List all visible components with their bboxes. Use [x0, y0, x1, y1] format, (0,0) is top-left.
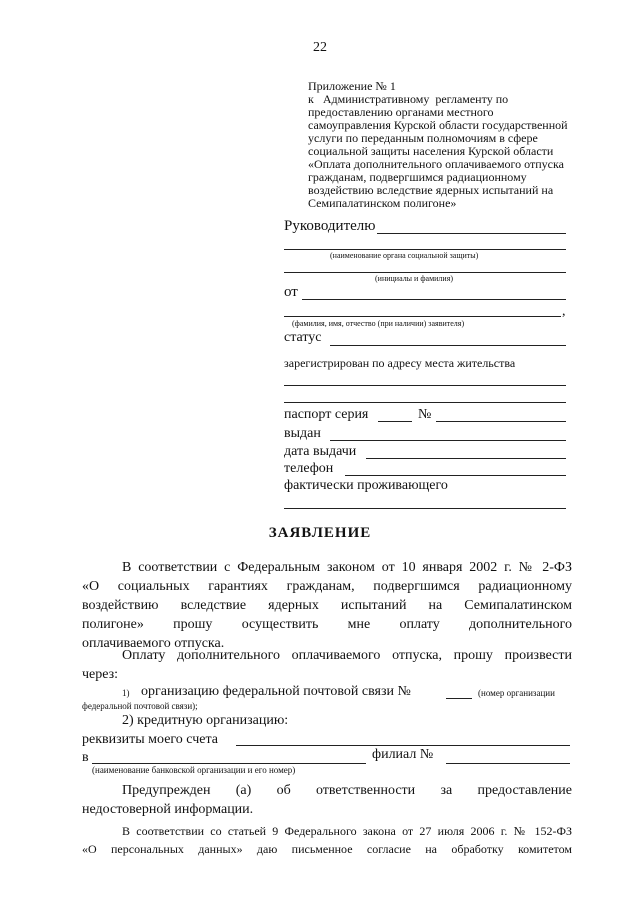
account-line[interactable] [236, 745, 570, 746]
bank-prefix: в [82, 750, 89, 765]
warning-line: недостоверной информации. [82, 802, 254, 817]
passport-number-line[interactable] [436, 421, 566, 422]
issue-date-label: дата выдачи [284, 444, 357, 459]
address-label: зарегистрирован по адресу места жительства [284, 356, 516, 370]
actual-line[interactable] [284, 508, 566, 509]
page-number: 22 [313, 40, 327, 55]
option1-text: организацию федеральной почтовой связи № [141, 684, 411, 699]
consent-line: «О персональных данных» даю письменное согласие на обработку комитетом [82, 842, 572, 856]
appendix-line: воздействию вследствие ядерных испытаний на [308, 183, 554, 197]
branch-line[interactable] [446, 763, 570, 764]
appendix-line: социальной защиты населения Курской области [308, 144, 554, 158]
issued-line[interactable] [330, 440, 566, 441]
p2-line: через: [82, 667, 119, 682]
status-label: статус [284, 330, 322, 345]
fio-line[interactable] [284, 316, 561, 317]
appendix-line: самоуправления Курской области государственной [308, 118, 568, 132]
p1-line: В соответствии с Федеральным законом от 10 января 2002 г. № 2-ФЗ [122, 560, 572, 575]
p1-line: воздействию вследствие ядерных испытаний на Семипалатинском [82, 598, 572, 613]
passport-series-line[interactable] [378, 421, 412, 422]
head-label: Руководителю [284, 218, 376, 234]
issued-label: выдан [284, 426, 321, 441]
p1-line: «О социальных гарантиях гражданам, подвергшимся радиационному [82, 579, 572, 594]
appendix-block [308, 80, 568, 210]
option2-text: 2) кредитную организацию: [122, 713, 289, 728]
document-title: ЗАЯВЛЕНИЕ [268, 525, 372, 541]
passport-label: паспорт серия [284, 407, 369, 422]
p1-line: оплачиваемого отпуска. [82, 636, 225, 651]
bank-line[interactable] [92, 763, 366, 764]
address-line-1[interactable] [284, 385, 566, 386]
option1-hint: (номер организации [478, 688, 555, 698]
p1-line: полигоне» прошу осуществить мне оплату дополнительного [82, 617, 572, 632]
p2-line: Оплату дополнительного оплачиваемого отпуска, прошу произвести [122, 648, 572, 663]
phone-label: телефон [284, 461, 334, 476]
bank-hint: (наименование банковской организации и его номер) [92, 765, 296, 775]
hint-fio: (фамилия, имя, отчество (при наличии) заявителя) [292, 319, 465, 328]
appendix-line: «Оплата дополнительного оплачиваемого отпуска [308, 157, 564, 171]
appendix-line: гражданам, подвергшимся радиационному [308, 170, 527, 184]
status-line[interactable] [330, 345, 566, 346]
appendix-line: к Административному регламенту по [308, 92, 509, 106]
appendix-line: предоставлению органами местного [308, 105, 494, 119]
head-line[interactable] [377, 233, 566, 234]
from-label: от [284, 284, 298, 300]
phone-line[interactable] [345, 475, 566, 476]
organ-line[interactable] [284, 249, 566, 250]
passport-number-sign: № [418, 407, 432, 422]
comma: , [562, 304, 566, 319]
option1-number: 1) [122, 688, 130, 698]
hint-initials: (инициалы и фамилия) [375, 274, 454, 283]
actual-label: фактически проживающего [284, 478, 448, 493]
account-label: реквизиты моего счета [82, 732, 218, 747]
consent-line: В соответствии со статьей 9 Федерального закона от 27 июля 2006 г. № 152-ФЗ [122, 824, 572, 838]
option1-hint2: федеральной почтовой связи); [82, 701, 198, 711]
appendix-line: услуги по переданным полномочиям в сфере [308, 131, 538, 145]
post-number-line[interactable] [446, 698, 472, 699]
issue-date-line[interactable] [366, 458, 566, 459]
appendix-line: Семипалатинском полигоне» [308, 196, 457, 210]
warning-line: Предупрежден (а) об ответственности за предоставление [122, 783, 572, 798]
from-line[interactable] [302, 299, 566, 300]
address-line-2[interactable] [284, 402, 566, 403]
branch-label: филиал № [372, 747, 434, 762]
initials-line[interactable] [284, 272, 566, 273]
hint-organ: (наименование органа социальной защиты) [330, 251, 479, 260]
appendix-line: Приложение № 1 [308, 79, 396, 93]
